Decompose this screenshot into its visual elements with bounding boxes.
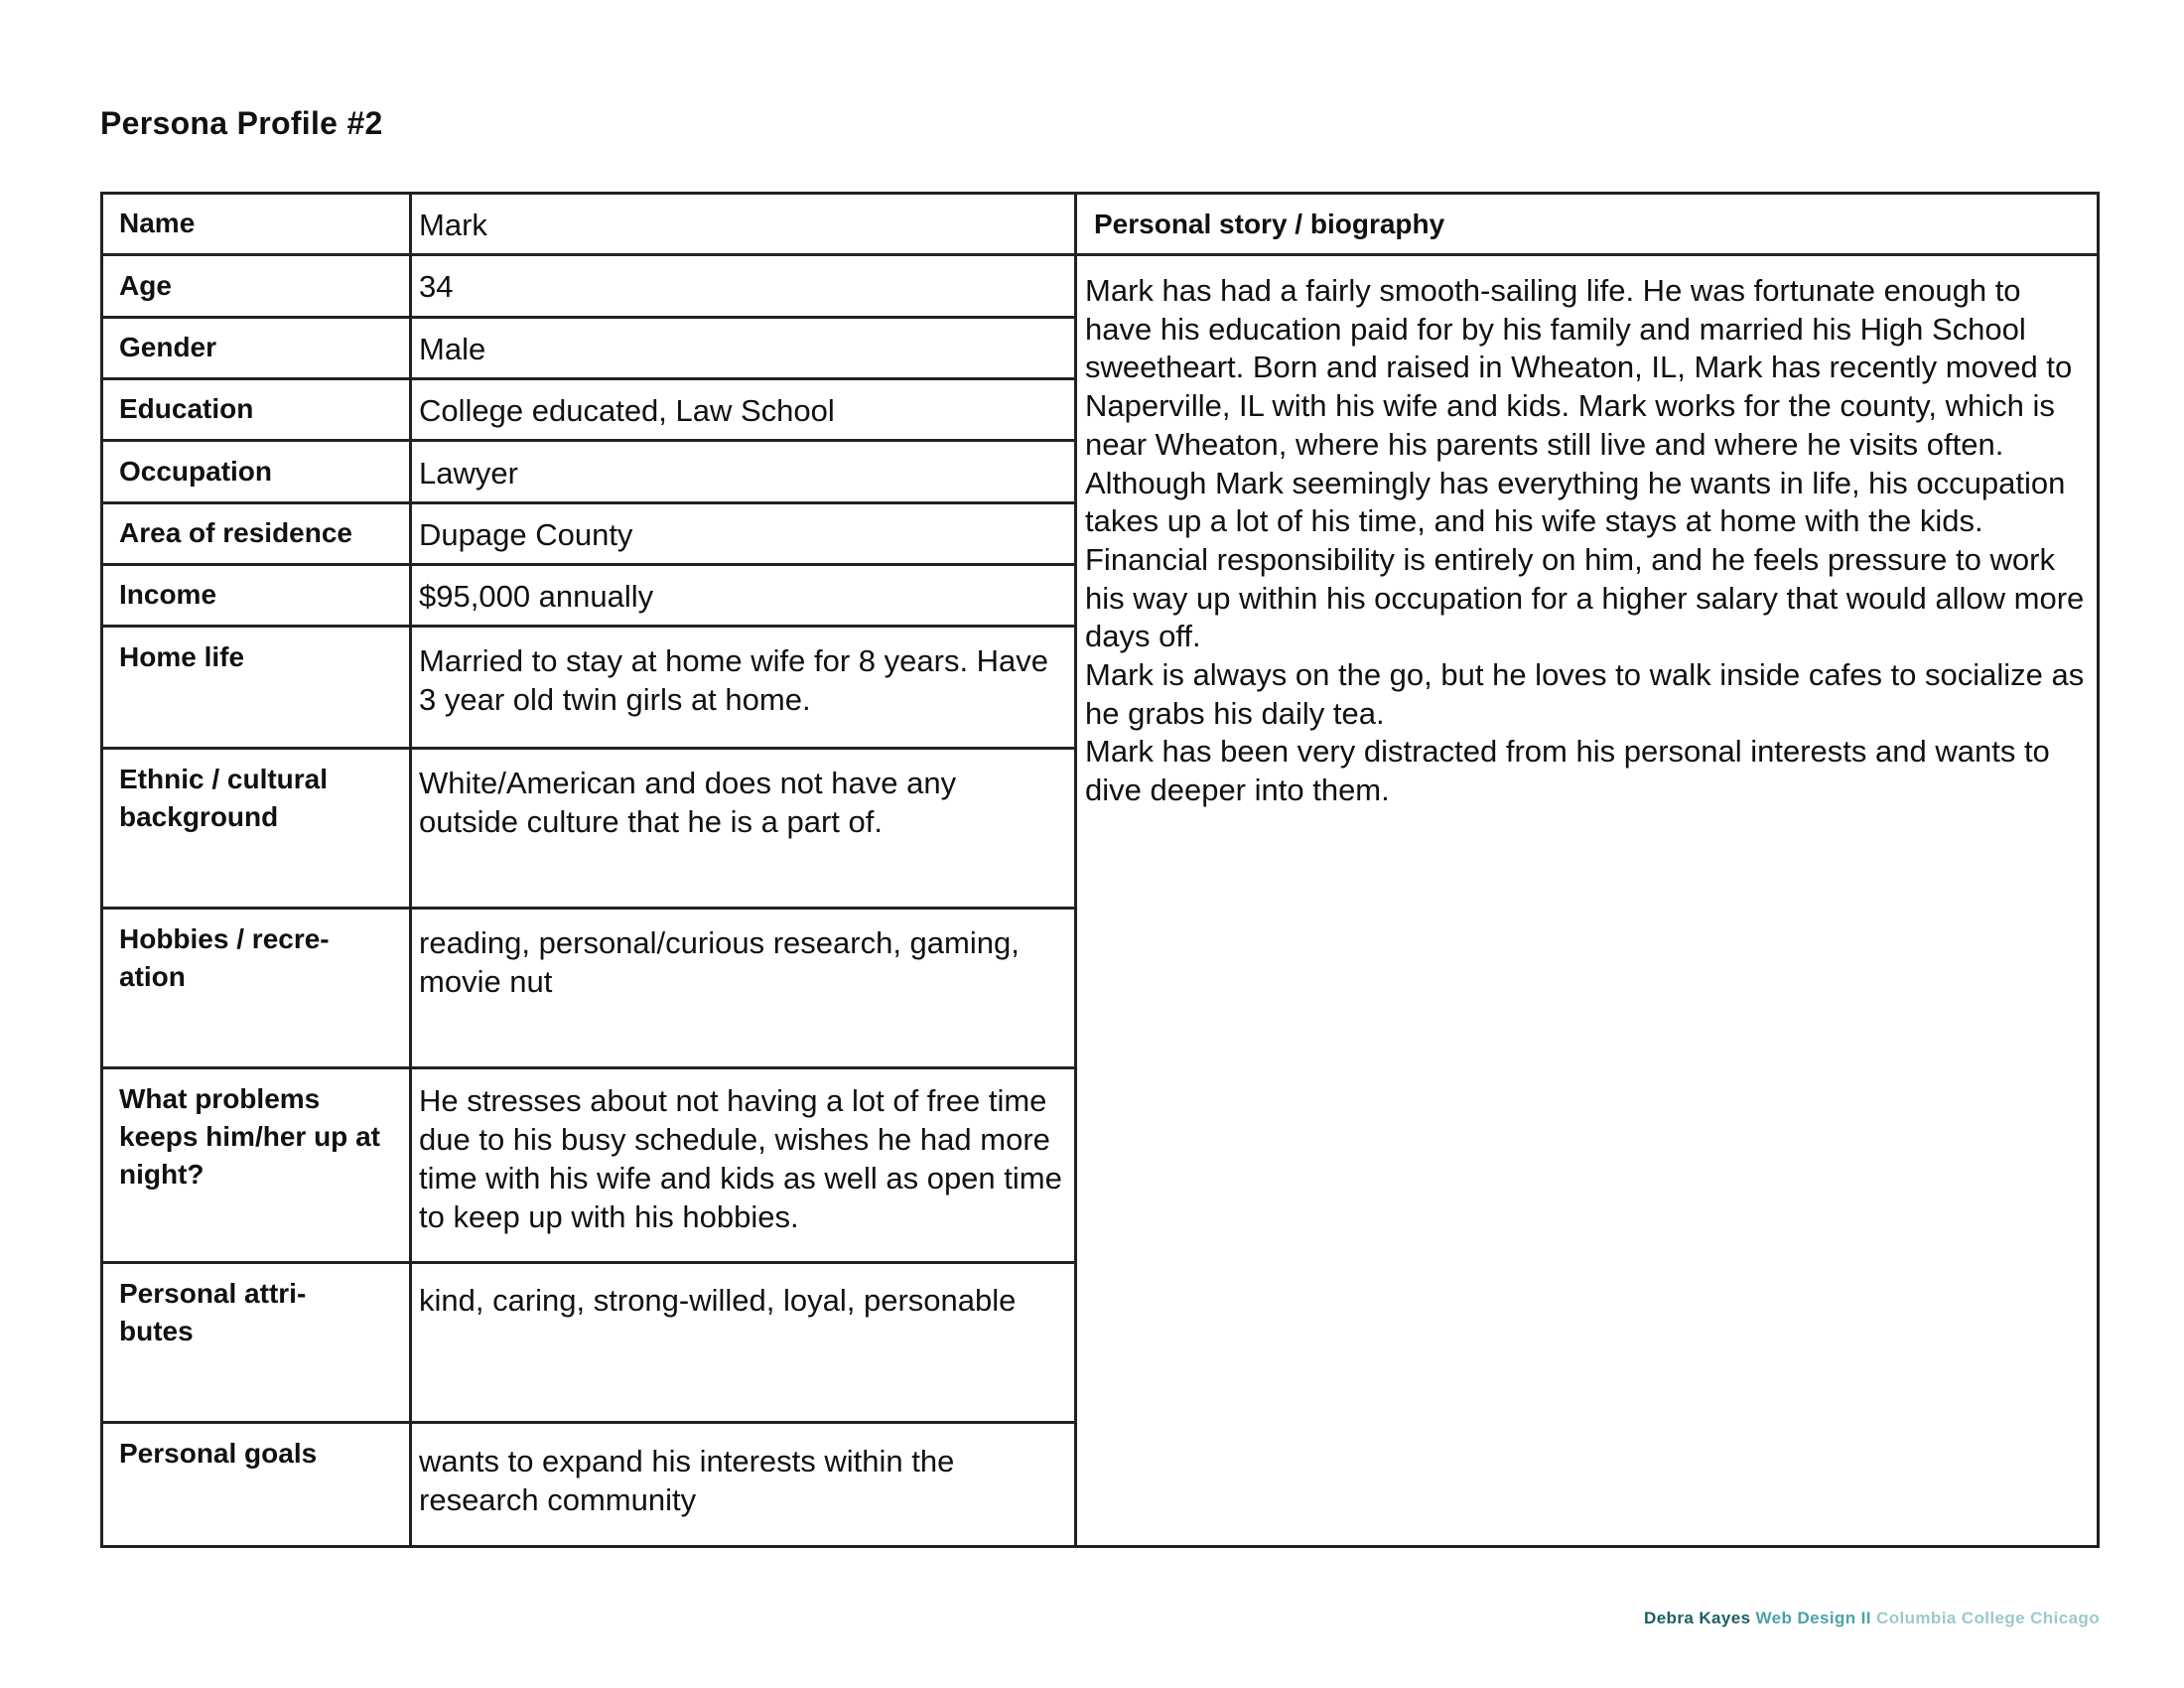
value-home-life: Married to stay at home wife for 8 years. Have 3 year old twin girls at home. — [419, 643, 1049, 717]
story-body — [1085, 272, 2088, 810]
label-name: Name — [119, 208, 196, 238]
value-name: Mark — [419, 208, 487, 242]
label-personal-attributes: Personal attri-butes — [119, 1278, 307, 1346]
label-age: Age — [119, 270, 172, 301]
label-personal-goals: Personal goals — [119, 1438, 318, 1469]
value-income: $95,000 annually — [419, 579, 654, 614]
value-gender: Male — [419, 332, 486, 366]
row-divider — [100, 747, 1074, 750]
row-divider — [100, 1421, 1074, 1424]
label-gender: Gender — [119, 332, 217, 362]
row-divider — [100, 907, 1074, 910]
footer-school: Columbia College Chicago — [1876, 1609, 2100, 1627]
label-area-of-residence: Area of residence — [119, 517, 352, 548]
value-age: 34 — [419, 269, 454, 304]
row-divider — [100, 439, 1074, 442]
row-divider — [100, 253, 2100, 256]
footer-author: Debra Kayes — [1644, 1609, 1751, 1627]
value-problems: He stresses about not having a lot of free time due to his busy schedule, wishes he had more time with his wife and kids as well as open time to keep up with his hobbies. — [419, 1083, 1062, 1234]
story-paragraph: Mark has been very distracted from his personal interests and wants to dive deeper into them. — [1085, 734, 2050, 808]
story-heading: Personal story / biography — [1094, 209, 1445, 239]
value-education: College educated, Law School — [419, 393, 835, 428]
label-home-life: Home life — [119, 641, 245, 672]
row-divider — [100, 1066, 1074, 1069]
page-title: Persona Profile #2 — [100, 105, 383, 141]
value-ethnic-background: White/American and does not have any outside culture that he is a part of. — [419, 766, 957, 839]
row-divider — [100, 501, 1074, 504]
story-paragraph: Mark is always on the go, but he loves to walk inside cafes to socialize as he grabs his daily tea. — [1085, 657, 2085, 731]
row-divider — [100, 1261, 1074, 1264]
row-divider — [100, 377, 1074, 380]
value-hobbies: reading, personal/curious research, gaming, movie nut — [419, 925, 1020, 999]
label-ethnic-background: Ethnic / cultural background — [119, 764, 329, 832]
label-occupation: Occupation — [119, 456, 273, 487]
label-hobbies: Hobbies / recre-ation — [119, 923, 330, 992]
footer-course: Web Design II — [1755, 1609, 1871, 1627]
value-personal-attributes: kind, caring, strong-willed, loyal, personable — [419, 1283, 1017, 1318]
column-divider-label — [409, 192, 412, 1548]
footer-credit — [1644, 1609, 2100, 1628]
value-personal-goals: wants to expand his interests within the research community — [419, 1444, 955, 1517]
story-paragraph: Mark has had a fairly smooth-sailing life. He was fortunate enough to have his education paid for by his family and married his High School sweetheart. Born and raised in Wheaton, IL, Mark has recently moved to Naperville, IL with his wife and kids. Mark works for the county, which is near Wheaton, where his parents still live and where he visits often. — [1085, 273, 2073, 462]
row-divider — [100, 563, 1074, 566]
label-education: Education — [119, 393, 254, 424]
label-problems: What problems keeps him/her up at night? — [119, 1083, 380, 1190]
row-divider — [100, 316, 1074, 319]
story-paragraph: Although Mark seemingly has everything he wants in life, his occupation takes up a lot of his time, and his wife stays at home with the kids. Financial responsibility is entirely on him, and he feels pressure to work his way up within his occupation for a higher salary that would allow more days off. — [1085, 465, 2085, 654]
row-divider — [100, 625, 1074, 628]
value-area-of-residence: Dupage County — [419, 517, 633, 552]
column-divider-story — [1074, 192, 1077, 1548]
value-occupation: Lawyer — [419, 456, 518, 491]
label-income: Income — [119, 579, 217, 610]
